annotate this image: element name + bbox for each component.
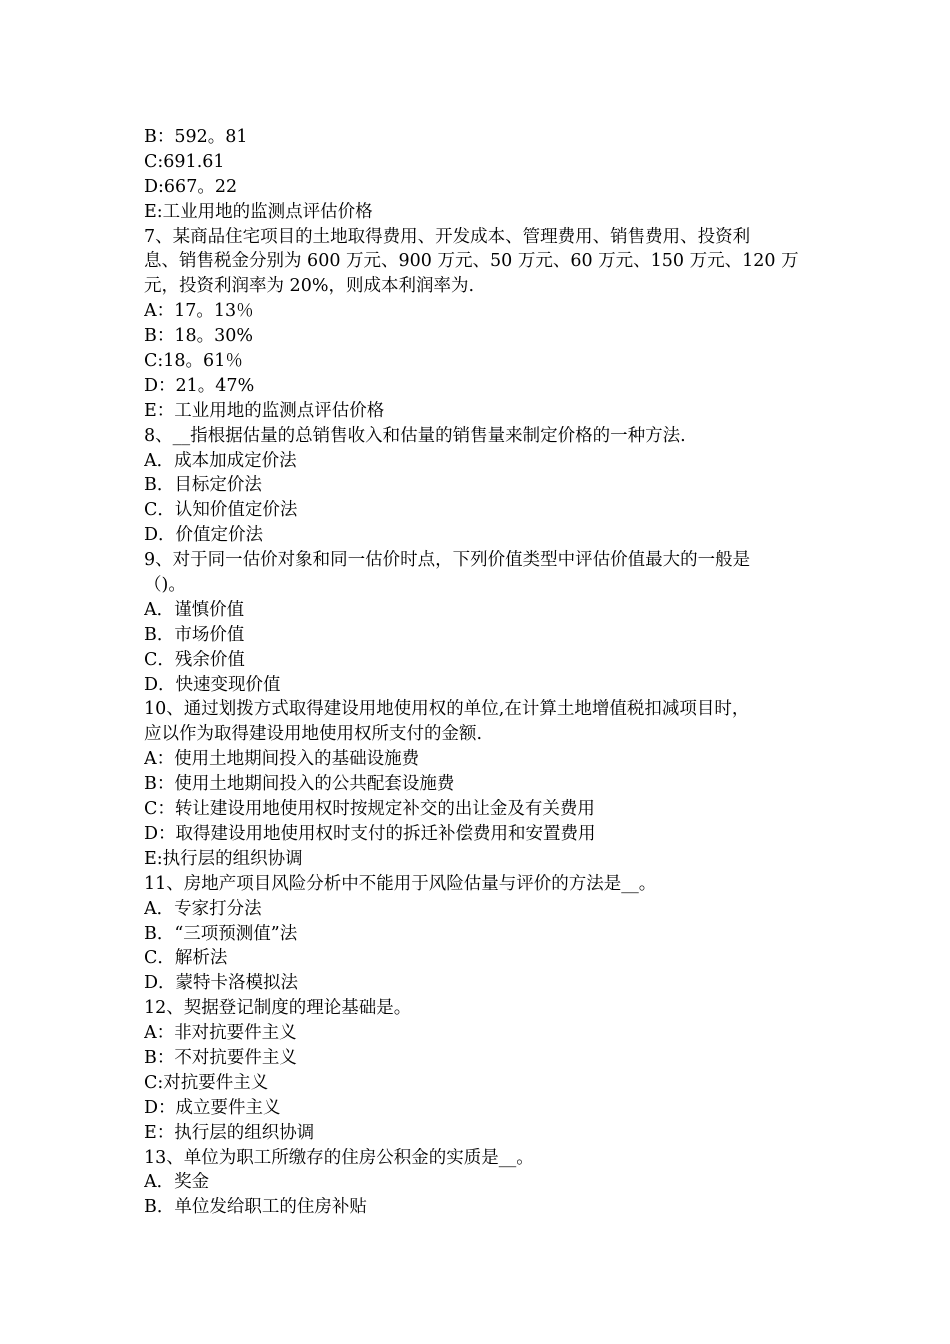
option-b-q8: B．目标定价法: [144, 475, 262, 496]
option-c-q7: C:18。61％: [144, 351, 243, 372]
option-d-q6: D:667。22: [144, 176, 238, 197]
question-13: 13、单位为职工所缴存的住房公积金的实质是__。: [144, 1147, 534, 1168]
option-e-q6: E:工业用地的监测点评估价格: [144, 201, 373, 222]
option-a-q10: A：使用土地期间投入的基础设施费: [144, 749, 420, 770]
question-7-line-2: 息、销售税金分别为 600 万元、900 万元、50 万元、60 万元、150 万元、120 万: [144, 251, 799, 272]
option-d-q12: D：成立要件主义: [144, 1097, 281, 1118]
option-b-q9: B．市场价值: [144, 624, 245, 645]
option-b-q6: B：592。81: [144, 127, 248, 147]
question-11: 11、房地产项目风险分析中不能用于风险估量与评价的方法是__。: [144, 873, 657, 894]
question-7-line-1: 7、某商品住宅项目的土地取得费用、开发成本、管理费用、销售费用、投资利: [144, 226, 751, 247]
option-b-q13: B．单位发给职工的住房补贴: [144, 1197, 367, 1218]
option-c-q6: C:691.61: [144, 151, 225, 172]
option-a-q8: A．成本加成定价法: [144, 450, 297, 471]
question-7-line-3: 元，投资利润率为 20%，则成本利润率为.: [144, 276, 475, 297]
option-a-q12: A：非对抗要件主义: [144, 1023, 297, 1044]
question-9-line-1: 9、对于同一估价对象和同一估价时点，下列价值类型中评估价值最大的一般是: [144, 550, 751, 571]
option-a-q9: A．谨慎价值: [144, 599, 245, 620]
option-d-q9: D．快速变现价值: [144, 674, 281, 695]
option-e-q10: E:执行层的组织协调: [144, 848, 303, 869]
option-c-q8: C．认知价值定价法: [144, 500, 298, 521]
option-a-q11: A．专家打分法: [144, 898, 262, 919]
option-b-q10: B：使用土地期间投入的公共配套设施费: [144, 774, 455, 795]
question-9-line-2: （)。: [144, 575, 186, 596]
option-b-q12: B：不对抗要件主义: [144, 1047, 297, 1068]
option-d-q8: D．价值定价法: [144, 525, 264, 546]
document-body: [144, 125, 810, 1220]
question-10-line-1: 10、通过划拨方式取得建设用地使用权的单位,在计算土地增值税扣减项目时，: [144, 699, 750, 720]
option-b-q7: B：18。30%: [144, 326, 254, 347]
option-d-q10: D：取得建设用地使用权时支付的拆迁补偿费用和安置费用: [144, 823, 596, 844]
question-8: 8、__指根据估量的总销售收入和估量的销售量来制定价格的一种方法.: [144, 425, 686, 446]
option-b-q11: B．“三项预测值”法: [144, 923, 298, 944]
option-d-q11: D．蒙特卡洛模拟法: [144, 973, 299, 994]
option-a-q7: A：17。13％: [144, 301, 254, 322]
option-e-q12: E：执行层的组织协调: [144, 1122, 315, 1143]
option-c-q12: C:对抗要件主义: [144, 1072, 269, 1093]
option-c-q9: C．残余价值: [144, 649, 245, 670]
option-d-q7: D：21。47%: [144, 375, 255, 396]
option-a-q13: A．奖金: [144, 1172, 210, 1193]
option-e-q7: E：工业用地的监测点评估价格: [144, 400, 385, 421]
question-12: 12、契据登记制度的理论基础是。: [144, 998, 412, 1019]
option-c-q10: C：转让建设用地使用权时按规定补交的出让金及有关费用: [144, 799, 595, 820]
option-c-q11: C．解析法: [144, 948, 228, 969]
question-10-line-2: 应以作为取得建设用地使用权所支付的金额.: [144, 724, 483, 745]
